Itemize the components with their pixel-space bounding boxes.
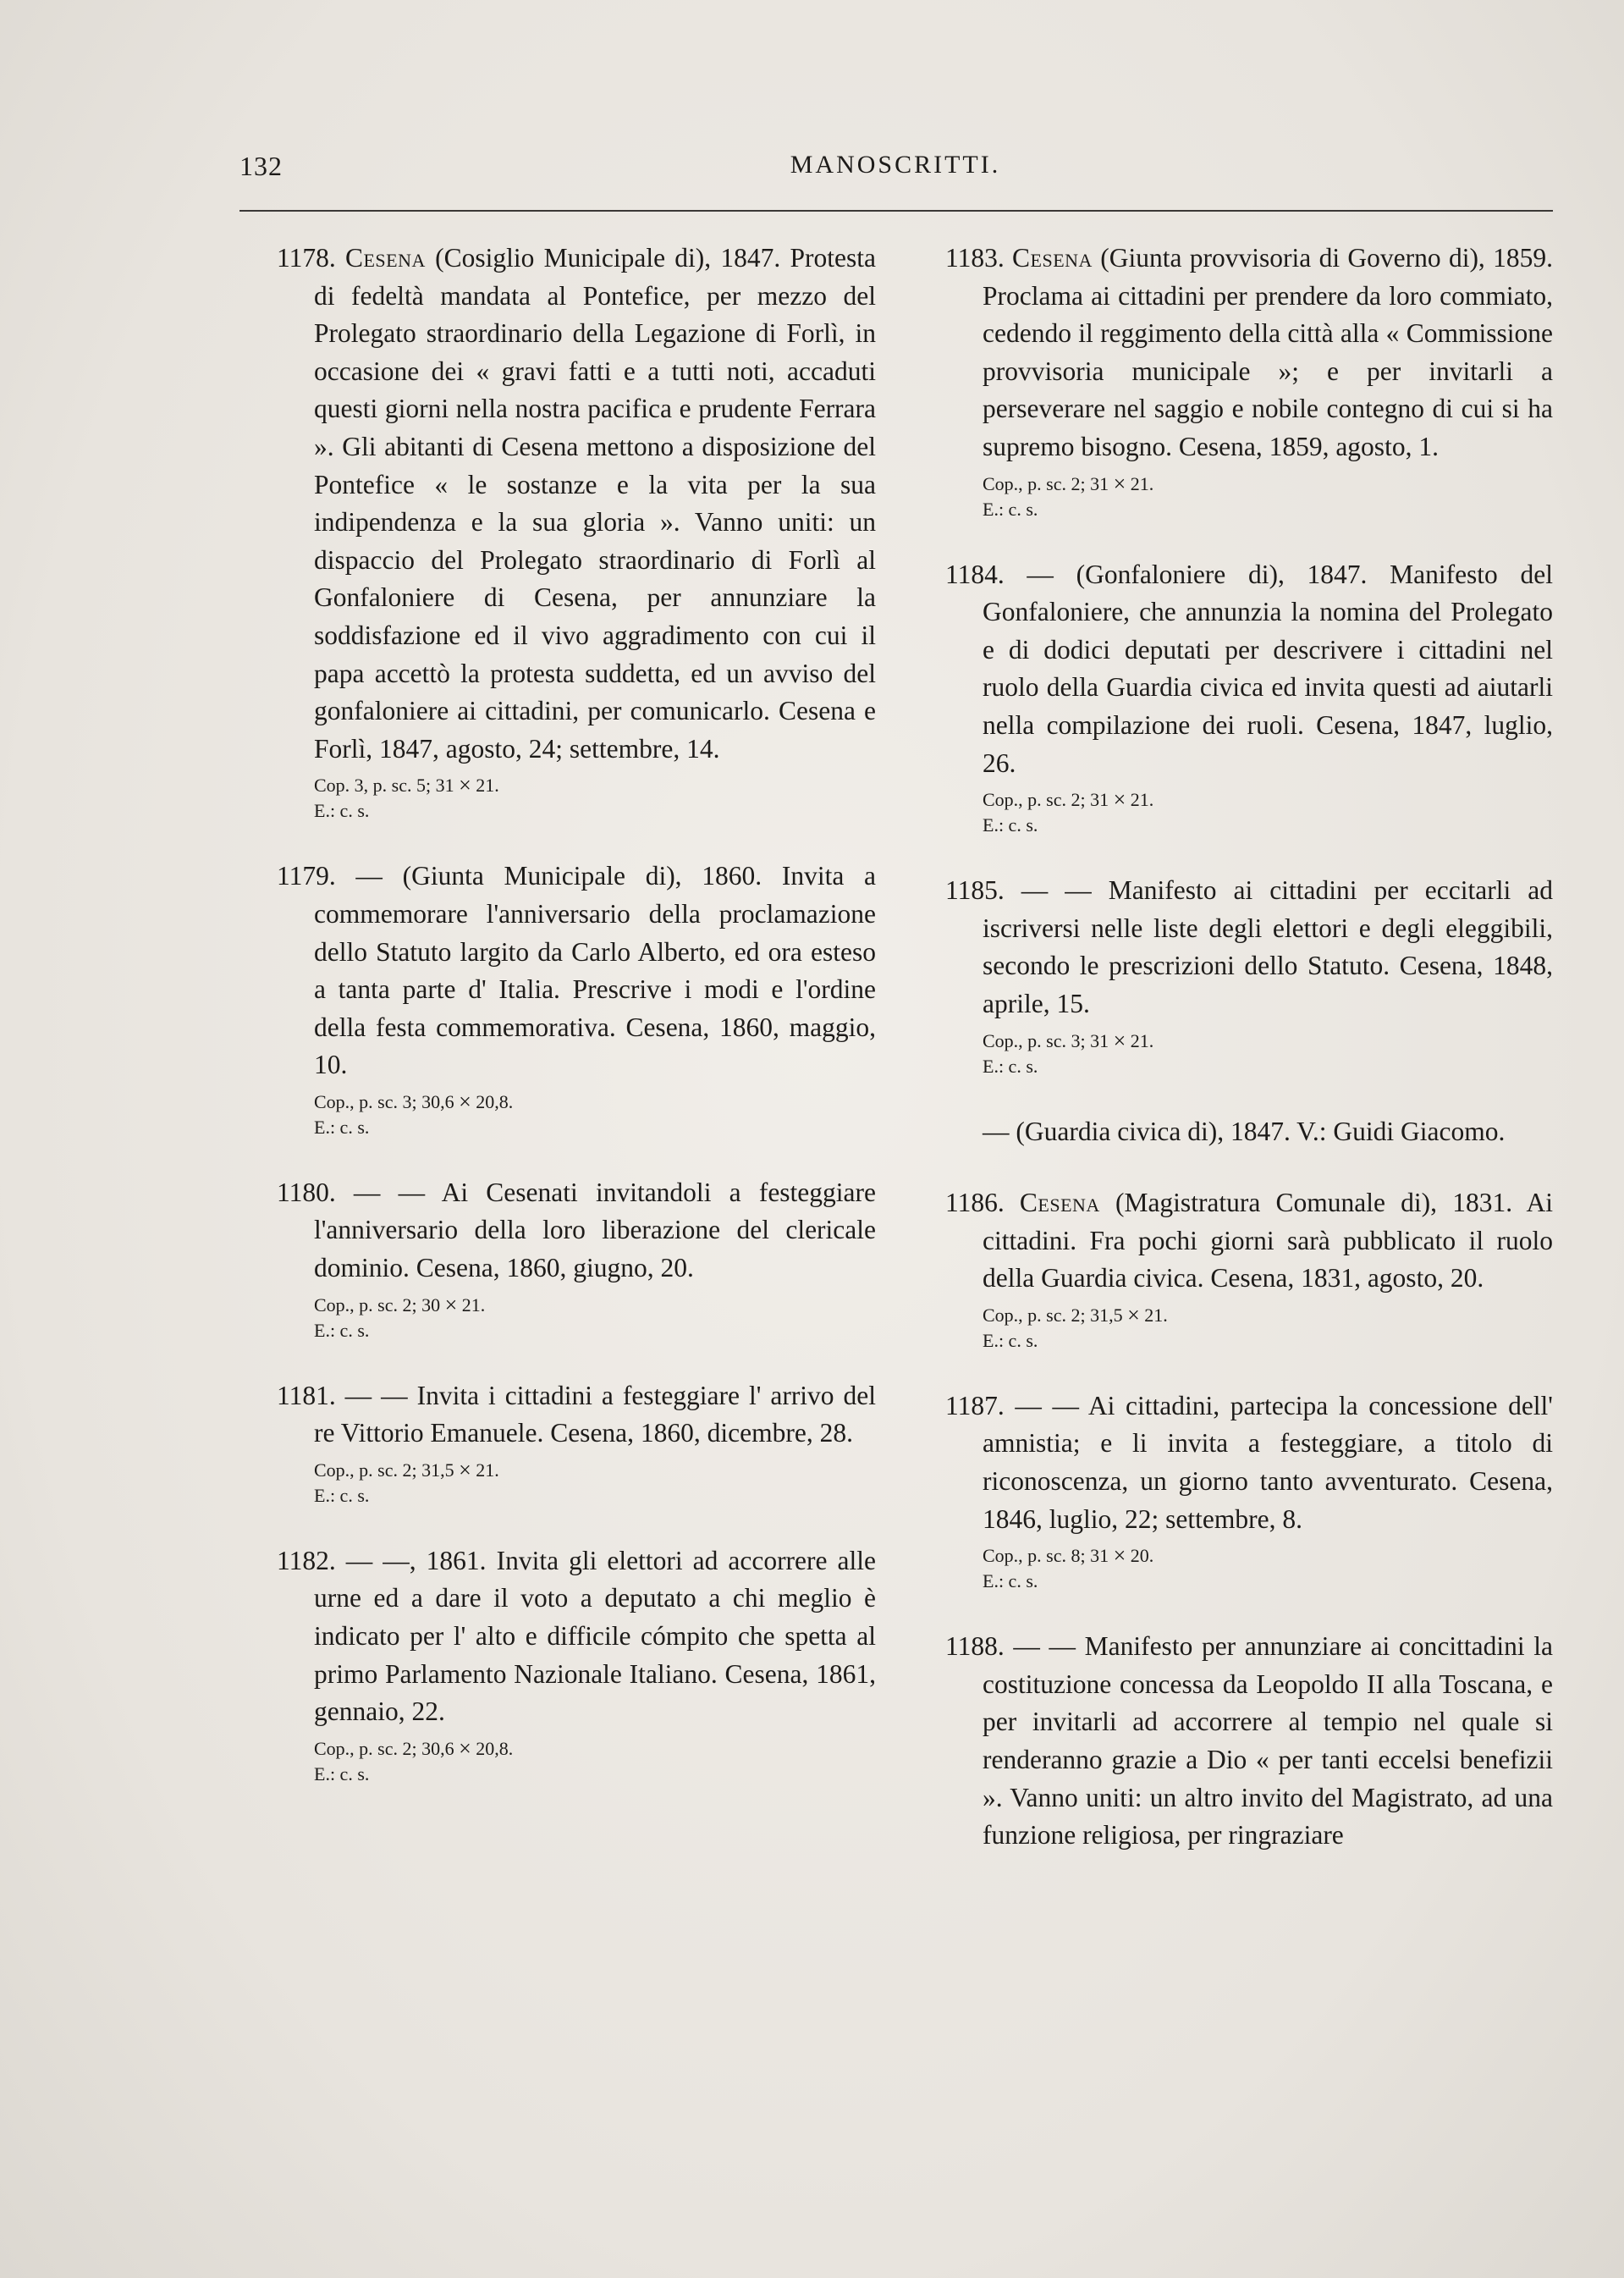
times-sign: × bbox=[459, 1089, 471, 1114]
entry-body bbox=[945, 1387, 1553, 1538]
entry-edition-info: E.: c. s. bbox=[314, 1116, 370, 1138]
times-sign: × bbox=[459, 1735, 471, 1761]
copy-width: 21. bbox=[1130, 1029, 1154, 1051]
copy-width: 21. bbox=[461, 1293, 486, 1316]
entry-copy-info bbox=[314, 1458, 876, 1483]
entry-text: — — Ai cittadini, partecipa la concessione dell' amnistia; e li invita a festeggiare, a titolo di riconoscenza, un giorno tanto avventurato. Cesena, 1846, luglio, 22; settembre, 8. bbox=[983, 1390, 1553, 1534]
catalog-entry bbox=[945, 1628, 1553, 1855]
entry-text: — (Giunta Municipale di), 1860. Invita a commemorare l'anniversario della proclamazione dello Statuto largito da Carlo Alberto, ed ora esteso a tanta parte d' Italia. Prescrive i modi e l'ordine della festa commemorativa. Cesena, 1860, maggio, 10. bbox=[314, 861, 876, 1080]
copy-width: 20,8. bbox=[476, 1737, 514, 1759]
times-sign: × bbox=[1113, 1028, 1126, 1053]
entry-text: — (Gonfaloniere di), 1847. Manifesto del Gonfaloniere, che annunzia la nomina del Prolegato e di dodici deputati per descrivere i cittadini nel ruolo della Guardia civica ed invita questi ad aiutarli nella compilazione dei ruoli. Cesena, 1847, luglio, 26. bbox=[983, 559, 1553, 778]
catalog-entry bbox=[277, 1377, 876, 1509]
copy-dimensions: Cop., p. sc. 2; 30 bbox=[314, 1293, 441, 1316]
entry-body bbox=[945, 1184, 1553, 1298]
entry-meta bbox=[945, 472, 1553, 522]
entry-body bbox=[945, 1628, 1553, 1855]
entry-place: Cesena bbox=[1019, 1188, 1100, 1218]
entry-number: 1187. bbox=[945, 1390, 1005, 1420]
copy-dimensions: Cop., p. sc. 2; 31 bbox=[983, 789, 1109, 811]
entry-text: — —, 1861. Invita gli elettori ad accorrere alle urne ed a dare il voto a deputato a chi meglio è indicato per l' alto e difficile cómpito che spetta al primo Parlamento Nazionale Italiano. Cesena, 1861, gennaio, 22. bbox=[314, 1545, 876, 1727]
entry-place: Cesena bbox=[1012, 243, 1093, 273]
copy-width: 21. bbox=[1144, 1304, 1168, 1326]
times-sign: × bbox=[1113, 787, 1126, 813]
entry-text: — — Manifesto ai cittadini per eccitarli ad iscriversi nelle liste degli elettori e degli eleggibili, secondo le prescrizioni dello Statuto. Cesena, 1848, aprile, 15. bbox=[983, 875, 1553, 1018]
entry-body bbox=[945, 872, 1553, 1023]
entry-copy-info bbox=[314, 773, 876, 798]
entry-edition-info: E.: c. s. bbox=[983, 1055, 1038, 1077]
entry-text: — — Ai Cesenati invitandoli a festeggiare l'anniversario della loro liberazione del clericale dominio. Cesena, 1860, giugno, 20. bbox=[314, 1177, 876, 1283]
entry-edition-info: E.: c. s. bbox=[314, 1484, 370, 1506]
copy-width: 20. bbox=[1130, 1545, 1154, 1567]
entry-body bbox=[277, 1174, 876, 1288]
entry-number: 1180. bbox=[277, 1177, 336, 1207]
running-title: MANOSCRITTI. bbox=[790, 151, 1001, 179]
header-rule bbox=[239, 210, 1553, 212]
catalog-entry bbox=[277, 1174, 876, 1343]
times-sign: × bbox=[459, 773, 471, 798]
left-column bbox=[277, 240, 876, 1821]
catalog-entry bbox=[945, 240, 1553, 522]
copy-width: 21. bbox=[1130, 789, 1154, 811]
catalog-entry bbox=[945, 872, 1553, 1078]
copy-dimensions: Cop. 3, p. sc. 5; 31 bbox=[314, 775, 454, 797]
entry-number: 1183. bbox=[945, 243, 1005, 273]
entry-meta bbox=[945, 1029, 1553, 1079]
entry-number: 1188. bbox=[945, 1631, 1005, 1662]
entry-edition-info: E.: c. s. bbox=[983, 498, 1038, 520]
copy-width: 21. bbox=[476, 775, 499, 797]
entry-body bbox=[945, 556, 1553, 783]
entry-copy-info bbox=[983, 1029, 1553, 1054]
entry-copy-info bbox=[983, 1543, 1553, 1569]
right-column bbox=[945, 240, 1553, 1889]
entry-meta bbox=[945, 787, 1553, 838]
entry-text: — — Invita i cittadini a festeggiare l' arrivo del re Vittorio Emanuele. Cesena, 1860, dicembre, 28. bbox=[314, 1380, 876, 1448]
entry-body bbox=[277, 1377, 876, 1453]
entry-text: (Giunta provvisoria di Governo di), 1859. Proclama ai cittadini per prendere da loro commiato, cedendo il reggimento della città alla « Commissione provvisoria municipale »; e per invitarli a perseverare nel saggio e nobile contegno di cui si ha supremo bisogno. Cesena, 1859, agosto, 1. bbox=[983, 243, 1553, 461]
entry-number: 1182. bbox=[277, 1545, 336, 1575]
copy-dimensions: Cop., p. sc. 8; 31 bbox=[983, 1545, 1109, 1567]
catalog-entry bbox=[945, 1184, 1553, 1354]
times-sign: × bbox=[444, 1292, 458, 1317]
entry-body bbox=[945, 240, 1553, 466]
copy-dimensions: Cop., p. sc. 3; 31 bbox=[983, 1029, 1109, 1051]
entry-number: 1178. bbox=[277, 243, 336, 273]
entry-text: — (Guardia civica di), 1847. V.: Guidi Giacomo. bbox=[983, 1116, 1506, 1146]
copy-dimensions: Cop., p. sc. 2; 31,5 bbox=[314, 1459, 454, 1481]
entry-edition-info: E.: c. s. bbox=[983, 814, 1038, 836]
entry-edition-info: E.: c. s. bbox=[314, 1319, 370, 1341]
entry-meta bbox=[277, 1458, 876, 1509]
cross-reference-entry bbox=[945, 1113, 1553, 1151]
entry-meta bbox=[945, 1543, 1553, 1594]
entry-meta bbox=[277, 1293, 876, 1343]
times-sign: × bbox=[1113, 471, 1126, 496]
copy-dimensions: Cop., p. sc. 2; 31,5 bbox=[983, 1304, 1123, 1326]
entry-copy-info bbox=[314, 1736, 876, 1762]
entry-copy-info bbox=[983, 472, 1553, 497]
entry-text: (Magistratura Comunale di), 1831. Ai cittadini. Fra pochi giorni sarà pubblicato il ruolo della Guardia civica. Cesena, 1831, agosto, 20. bbox=[983, 1188, 1554, 1293]
entry-number: 1179. bbox=[277, 861, 336, 891]
entry-meta bbox=[277, 1736, 876, 1787]
copy-width: 21. bbox=[1130, 472, 1154, 494]
copy-dimensions: Cop., p. sc. 2; 30,6 bbox=[314, 1737, 454, 1759]
entry-copy-info bbox=[314, 1293, 876, 1318]
times-sign: × bbox=[1127, 1302, 1140, 1327]
entry-body bbox=[277, 240, 876, 768]
entry-edition-info: E.: c. s. bbox=[983, 1329, 1038, 1351]
entry-body bbox=[277, 858, 876, 1084]
entry-number: 1184. bbox=[945, 559, 1005, 589]
times-sign: × bbox=[1113, 1543, 1126, 1569]
entry-number: 1186. bbox=[945, 1188, 1005, 1218]
entry-number: 1185. bbox=[945, 875, 1005, 906]
catalog-entry bbox=[945, 556, 1553, 839]
entry-edition-info: E.: c. s. bbox=[314, 800, 370, 822]
entry-text: (Cosiglio Municipale di), 1847. Protesta di fedeltà mandata al Pontefice, per mezzo del Prolegato straordinario della Legazione di Forlì, in occasione dei « gravi fatti e a tutti noti, accaduti questi giorni nella nostra pacifica e prudente Ferrara ». Gli abitanti di Cesena mettono a disposizione del Pontefice « le sostanze e la vita per la sua indipendenza e la sua gloria ». Vanno uniti: un dispaccio del Prolegato straordinario di Forlì al Gonfaloniere di Cesena, per annunziare la soddisfazione ed il vivo aggradimento con cui il papa accettò la protesta suddetta, ed un avviso del gonfaloniere ai cittadini, per comunicarlo. Cesena e Forlì, 1847, agosto, 24; settembre, 14. bbox=[314, 243, 877, 764]
entry-meta bbox=[945, 1303, 1553, 1354]
entry-body bbox=[945, 1113, 1553, 1151]
copy-width: 21. bbox=[476, 1459, 499, 1481]
copy-width: 20,8. bbox=[476, 1090, 514, 1112]
catalog-entry bbox=[945, 1387, 1553, 1594]
times-sign: × bbox=[459, 1457, 471, 1482]
entry-text: — — Manifesto per annunziare ai concittadini la costituzione concessa da Leopoldo II alla Toscana, e per invitarli ad accorrere al tempio nel quale si renderanno grazie a Dio « per tanti eccelsi benefizii ». Vanno uniti: un altro invito del Magistrato, ad una funzione religiosa, per ringraziare bbox=[983, 1631, 1553, 1851]
copy-dimensions: Cop., p. sc. 3; 30,6 bbox=[314, 1090, 454, 1112]
copy-dimensions: Cop., p. sc. 2; 31 bbox=[983, 472, 1109, 494]
entry-copy-info bbox=[983, 787, 1553, 813]
page-number: 132 bbox=[239, 151, 283, 181]
entry-meta bbox=[277, 773, 876, 824]
entry-meta bbox=[277, 1089, 876, 1140]
entry-body bbox=[277, 1542, 876, 1731]
entry-edition-info: E.: c. s. bbox=[314, 1762, 370, 1784]
page-header bbox=[239, 151, 1551, 193]
catalog-entry bbox=[277, 240, 876, 824]
catalog-entry bbox=[277, 1542, 876, 1787]
entry-edition-info: E.: c. s. bbox=[983, 1570, 1038, 1592]
entry-number: 1181. bbox=[277, 1380, 336, 1410]
catalog-entry bbox=[277, 858, 876, 1140]
entry-copy-info bbox=[983, 1303, 1553, 1328]
entry-copy-info bbox=[314, 1089, 876, 1115]
entry-place: Cesena bbox=[344, 243, 426, 273]
